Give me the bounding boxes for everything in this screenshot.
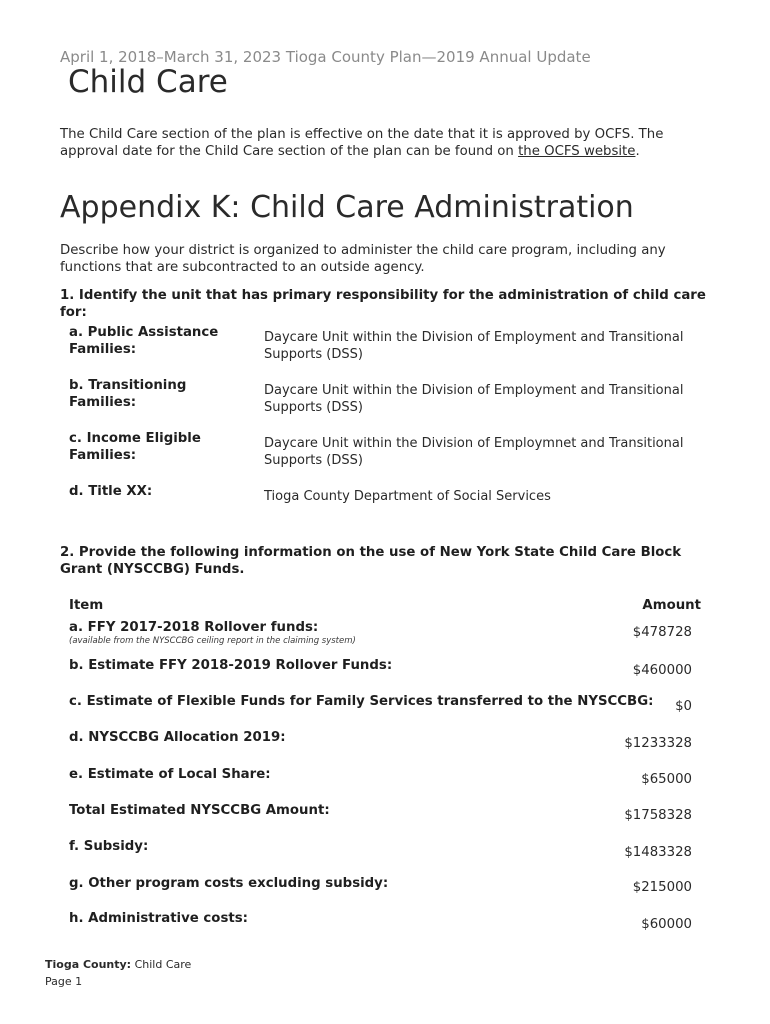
unit-label-public-assistance: a. Public Assistance Families:	[69, 325, 219, 357]
grant-amount-subsidy: $1483328	[624, 845, 692, 860]
grant-label-rollover-2017: a. FFY 2017-2018 Rollover funds:	[69, 620, 319, 635]
running-head: April 1, 2018–March 31, 2023 Tioga County Plan—2019 Annual Update	[60, 48, 591, 66]
grant-amount-local-share: $65000	[641, 772, 692, 787]
grant-amount-rollover-2018: $460000	[632, 663, 692, 678]
grant-amount-flexible-funds: $0	[675, 699, 692, 714]
grant-label-rollover-2018: b. Estimate FFY 2018-2019 Rollover Funds:	[69, 658, 393, 673]
grant-amount-total: $1758328	[624, 808, 692, 823]
unit-value-income-eligible: Daycare Unit within the Division of Employmnet and Transitional Supports (DSS)	[264, 436, 684, 468]
grant-label-total: Total Estimated NYSCCBG Amount:	[69, 803, 330, 818]
grant-amount-admin-costs: $60000	[641, 917, 692, 932]
intro-paragraph	[60, 126, 710, 160]
grant-label-subsidy: f. Subsidy:	[69, 839, 149, 854]
unit-label-title-xx: d. Title XX:	[69, 484, 153, 499]
unit-label-income-eligible: c. Income Eligible Families:	[69, 431, 201, 463]
footer-section-name: Child Care	[134, 958, 192, 971]
grant-label-other-costs: g. Other program costs excluding subsidy:	[69, 876, 389, 891]
ocfs-website-link[interactable]: the OCFS website	[518, 144, 636, 159]
grant-amount-allocation: $1233328	[624, 736, 692, 751]
unit-value-transitioning: Daycare Unit within the Division of Employment and Transitional Supports (DSS)	[264, 383, 684, 415]
page-footer	[45, 956, 191, 990]
grant-amount-rollover-2017: $478728	[632, 625, 692, 640]
column-header-amount: Amount	[642, 598, 701, 613]
appendix-description: Describe how your district is organized to administer the child care program, including any functions that are subcontracted to an outside agency.	[60, 243, 666, 275]
appendix-title: Appendix K: Child Care Administration	[60, 190, 634, 225]
grant-label-allocation: d. NYSCCBG Allocation 2019:	[69, 730, 286, 745]
footer-page-number: Page 1	[45, 975, 83, 988]
footer-county: Tioga County:	[45, 958, 132, 971]
intro-text-end: .	[635, 144, 640, 159]
question-2-heading: 2. Provide the following information on the use of New York State Child Care Block Grant (NYSCCBG) Funds.	[60, 545, 682, 577]
grant-label-flexible-funds: c. Estimate of Flexible Funds for Family Services transferred to the NYSCCBG:	[69, 694, 654, 709]
grant-label-local-share: e. Estimate of Local Share:	[69, 767, 271, 782]
unit-label-transitioning: b. Transitioning Families:	[69, 378, 187, 410]
unit-value-title-xx: Tioga County Department of Social Services	[264, 489, 551, 504]
unit-value-public-assistance: Daycare Unit within the Division of Employment and Transitional Supports (DSS)	[264, 330, 684, 362]
intro-text: The Child Care section of the plan is effective on the date that it is approved by OCFS. The approval date for the Child Care section of the plan can be found on	[60, 127, 664, 159]
footer-section	[45, 956, 191, 973]
section-title: Child Care	[68, 64, 228, 100]
grant-amount-other-costs: $215000	[632, 880, 692, 895]
question-1-heading: 1. Identify the unit that has primary responsibility for the administration of child care for:	[60, 288, 706, 320]
grant-note-rollover-2017: (available from the NYSCCBG ceiling report in the claiming system)	[69, 636, 356, 646]
grant-label-admin-costs: h. Administrative costs:	[69, 911, 248, 926]
column-header-item: Item	[69, 598, 104, 613]
